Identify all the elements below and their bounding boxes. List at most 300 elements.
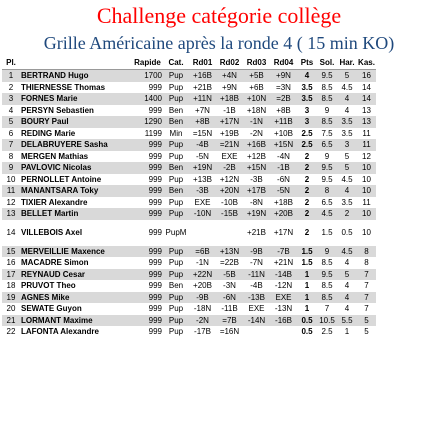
harkness-cell: 4 [344,304,350,314]
table-row [2,257,376,269]
rapide-rating: 999 [148,281,162,291]
kashdan-cell: 8 [357,246,376,258]
harkness-cell: 3.5 [341,197,353,207]
round4-result: +21N [273,258,294,268]
player-name: AGNES Mike [20,292,132,304]
harkness-cell: 5 [337,162,357,174]
kashdan-cell: 14 [357,93,376,105]
round4-result: -12N [274,281,293,291]
table-row [2,162,376,174]
col-header-rapide: Rapide [132,56,163,70]
round3-result: +6B [249,82,264,92]
player-name: MANANTSARA Toky [20,185,132,197]
player-name: BOURY Paul [20,116,132,128]
round4-result: -13N [274,304,293,314]
rapide-rating: 1700 [132,70,163,82]
rapide-rating: 999 [148,304,162,314]
round1-result: +11N [189,93,216,105]
round1-result: -2N [189,315,216,327]
points-cell: 0.5 [297,315,317,327]
category-cell: Ben [168,281,184,291]
round2-result: =7B [216,315,243,327]
col-header-name [20,56,132,70]
round1-result: +21B [193,82,212,92]
round4-result: +18B [274,197,293,207]
solkoff-cell: 8 [317,185,337,197]
round4-result: +15N [270,139,297,151]
place-cell: 1 [2,70,20,82]
player-name: BERTRAND Hugo [20,70,132,82]
table-row [2,326,376,338]
round2-result: -5B [216,269,243,281]
round1-result: +16B [189,70,216,82]
points-cell: 2 [297,185,317,197]
kashdan-cell: 16 [357,70,376,82]
kashdan-cell: 10 [362,228,371,237]
round3-result: -13B [243,292,270,304]
harkness-cell: 4.5 [337,246,357,258]
round4-result: -1B [270,162,297,174]
round2-result: -15B [216,208,243,220]
points-cell: 1 [304,281,310,291]
col-header-rd02: Rd02 [216,56,243,70]
category-cell: Pup [168,258,184,268]
solkoff-cell: 6.5 [321,197,333,207]
points-cell: 3.5 [297,93,317,105]
kashdan-cell: 11 [357,139,376,151]
solkoff-cell: 9.5 [321,174,333,184]
standings-table [2,56,376,338]
kashdan-cell: 10 [362,174,371,184]
harkness-cell: 5 [344,151,350,161]
harkness-cell: 5.5 [337,315,357,327]
round4-result: -16B [270,315,297,327]
rapide-rating: 999 [132,185,163,197]
table-row [2,105,376,117]
solkoff-cell: 10.5 [317,315,337,327]
round4-result: +9N [270,70,297,82]
player-name: PAVLOVIC Nicolas [20,162,132,174]
round3-result: +12B [247,151,266,161]
round1-result: +19N [189,162,216,174]
round2-result: +4N [216,70,243,82]
solkoff-cell: 8.5 [317,116,337,128]
harkness-cell: 1 [344,327,350,337]
round1-result: =6B [189,246,216,258]
solkoff-cell: 7.5 [321,128,333,138]
round3-result: +18N [246,105,267,115]
round2-result: -11B [221,304,238,314]
harkness-cell: 3 [337,139,357,151]
round2-result: +12N [219,174,240,184]
points-cell: 1.5 [301,258,313,268]
round3-result: +10N [243,93,270,105]
solkoff-cell: 2.5 [321,327,333,337]
kashdan-cell: 11 [362,128,371,138]
category-cell: Pup [168,174,184,184]
rapide-rating: 999 [148,258,162,268]
col-header-cat: Cat. [163,56,189,70]
round2-result: +20N [216,185,243,197]
points-cell: 1 [304,304,310,314]
round4-result: -14B [270,269,297,281]
round1-result: -10N [189,208,216,220]
place-cell: 16 [6,258,16,268]
page-title: Challenge catégorie collège [96,3,342,28]
round2-result: EXE [221,151,238,161]
points-cell: 1 [297,292,317,304]
points-cell: 1.5 [297,246,317,258]
solkoff-cell: 9 [324,105,330,115]
round4-result: =3N [276,82,291,92]
round4-result: +11B [270,116,297,128]
harkness-cell: 4 [344,105,350,115]
round2-result: +17N [216,116,243,128]
solkoff-cell: 8.5 [317,93,337,105]
place-cell: 5 [2,116,20,128]
rapide-rating: 999 [148,151,162,161]
points-cell: 2 [304,151,310,161]
round2-result: +9N [222,82,237,92]
solkoff-cell: 7 [324,304,330,314]
round3-result: +16B [243,139,270,151]
points-cell: 2 [304,197,310,207]
points-cell: 4 [297,70,317,82]
rapide-rating: 999 [148,327,162,337]
solkoff-cell: 9 [317,246,337,258]
kashdan-cell: 8 [364,258,369,268]
table-row [2,139,376,151]
round2-result: +19B [220,128,239,138]
place-cell: 13 [2,208,20,220]
player-name: MERGEN Mathias [21,151,89,161]
round3-result: -8N [250,197,263,207]
table-row [2,208,376,220]
place-cell: 18 [6,281,16,291]
round2-result: +13N [216,246,243,258]
round3-result: -1N [243,116,270,128]
player-name: LORMANT Maxime [20,315,132,327]
solkoff-cell: 1.5 [321,228,333,237]
table-row [2,116,376,128]
round2-result: =16N [219,327,240,337]
player-name: MACADRE Simon [21,258,89,268]
col-header-pts: Pts [297,56,317,70]
place-cell: 20 [6,304,16,314]
harkness-cell: 4 [344,258,350,268]
solkoff-cell: 8.5 [321,258,333,268]
place-cell: 4 [8,105,14,115]
round3-result: -3B [250,174,263,184]
rapide-rating: 999 [132,139,163,151]
points-cell: 2 [304,174,310,184]
place-cell: 19 [2,292,20,304]
place-cell: 12 [6,197,16,207]
round1-result: -3B [189,185,216,197]
table-row [2,269,376,281]
round2-result: -10B [221,197,238,207]
player-name: SEWATE Guyon [21,304,82,314]
round3-result: EXE [248,304,265,314]
rapide-rating: 999 [132,246,163,258]
solkoff-cell: 8.5 [321,82,333,92]
table-row [2,70,376,82]
round1-result: =15N [192,128,213,138]
category-cell: Pup [163,292,189,304]
harkness-cell: 3.5 [341,128,353,138]
col-header-rd03: Rd03 [243,56,270,70]
table-row [2,151,376,163]
category-cell: Pup [163,93,189,105]
round2-result: =21N [216,139,243,151]
category-cell: Pup [163,269,189,281]
kashdan-cell: 7 [364,281,369,291]
category-cell: Ben [163,116,189,128]
kashdan-cell: 11 [362,197,371,207]
player-name: PRUVOT Theo [21,281,76,291]
harkness-cell: 4 [337,93,357,105]
kashdan-cell: 7 [364,304,369,314]
round1-result: EXE [194,197,211,207]
player-name: DELABRUYERE Sasha [20,139,132,151]
round3-result: -7N [250,258,263,268]
table-row [2,197,376,209]
round3-result: -9B [243,246,270,258]
rapide-rating: 999 [132,208,163,220]
kashdan-cell: 12 [362,151,371,161]
col-header-kas: Kas. [357,56,376,70]
player-name: TIXIER Alexandre [21,197,88,207]
round1-result: +20B [193,281,212,291]
kashdan-cell: 14 [362,82,371,92]
table-row [2,174,376,186]
points-cell: 3 [297,116,317,128]
round4-result: -7B [270,246,297,258]
table-row [2,220,376,246]
solkoff-cell: 4.5 [317,208,337,220]
col-header-place: Pl. [2,56,20,70]
place-cell: 8 [8,151,14,161]
place-cell: 3 [2,93,20,105]
points-cell: 2 [304,228,310,237]
round2-result: =22B [220,258,239,268]
harkness-cell: 4.5 [341,174,353,184]
round1-result [189,220,216,246]
solkoff-cell: 9.5 [317,269,337,281]
round1-result: -9B [189,292,216,304]
table-row [2,246,376,258]
player-name: PERSYN Sebastien [21,105,94,115]
rapide-rating: 999 [132,315,163,327]
place-cell: 10 [6,174,16,184]
col-header-har: Har. [337,56,357,70]
kashdan-cell: 10 [357,162,376,174]
round2-result [216,220,243,246]
round4-result: +17N [273,228,294,237]
round3-result: +21B [247,228,266,237]
round3-result: +19N [243,208,270,220]
round3-result: -4B [250,281,263,291]
category-cell: Pup [163,246,189,258]
round1-result: -17B [194,327,211,337]
points-cell: 0.5 [301,327,313,337]
rapide-rating: 1199 [144,128,162,138]
table-row [2,303,376,315]
kashdan-cell: 13 [357,116,376,128]
round2-result: +18B [216,93,243,105]
round4-result [270,326,297,338]
harkness-cell: 4 [344,281,350,291]
rapide-rating: 999 [148,174,162,184]
player-name: THIERNESSE Thomas [21,82,106,92]
kashdan-cell: 10 [357,185,376,197]
place-cell: 2 [8,82,14,92]
col-header-rd01: Rd01 [189,56,216,70]
table-header-row [2,56,376,70]
round1-result: +13B [193,174,212,184]
category-cell: Pup [168,304,184,314]
kashdan-cell: 5 [364,327,369,337]
col-header-rd04: Rd04 [270,56,297,70]
category-cell: Ben [163,162,189,174]
player-name: PERNOLLET Antoine [21,174,102,184]
col-header-sol: Sol. [317,56,337,70]
table-row [2,280,376,292]
rapide-rating: 999 [148,82,162,92]
round4-result: +20B [270,208,297,220]
rapide-rating: 1400 [132,93,163,105]
table-row [2,315,376,327]
category-cell: Pup [163,315,189,327]
place-cell: 9 [2,162,20,174]
round1-result: +7N [195,105,210,115]
harkness-cell: 4.5 [341,82,353,92]
player-name: REDING Marie [21,128,76,138]
round1-result: -5N [196,151,209,161]
round4-result: -4N [277,151,290,161]
player-name: BELLET Martin [20,208,132,220]
solkoff-cell: 8.5 [321,281,333,291]
round4-result: +10B [274,128,293,138]
category-cell: Pup [168,197,184,207]
round3-result [243,326,270,338]
category-cell: Pup [163,70,189,82]
round1-result: -4B [189,139,216,151]
points-cell: 3.5 [301,82,313,92]
harkness-cell: 0.5 [341,228,353,237]
rapide-rating: 999 [148,105,162,115]
round2-result: -6N [216,292,243,304]
round1-result: -18N [193,304,212,314]
round1-result: -1N [196,258,209,268]
table-row [2,128,376,140]
category-cell: Pup [168,327,184,337]
round1-result: +22N [189,269,216,281]
place-cell: 11 [2,185,20,197]
solkoff-cell: 9 [324,151,330,161]
round4-result: EXE [270,292,297,304]
rapide-rating: 999 [132,162,163,174]
round3-result: +5B [243,70,270,82]
place-cell: 22 [6,327,16,337]
category-cell: Pup [168,151,184,161]
points-cell: 1 [297,269,317,281]
category-cell: Pup [163,208,189,220]
page-subtitle: Grille Américaine après la ronde 4 ( 15 min KO) [43,33,395,53]
points-cell: 2.5 [297,139,317,151]
round2-result: -1B [223,105,236,115]
category-cell: Min [169,128,183,138]
kashdan-cell: 5 [357,315,376,327]
player-name: FORNES Marie [20,93,132,105]
round2-result: -2B [216,162,243,174]
place-cell: 17 [2,269,20,281]
round3-result: -2N [250,128,263,138]
harkness-cell: 4 [337,292,357,304]
kashdan-cell: 10 [357,208,376,220]
points-cell: 2 [297,208,317,220]
player-name: VILLEBOIS Axel [21,228,83,237]
rapide-rating: 1290 [132,116,163,128]
table-row [2,82,376,94]
points-cell: 2.5 [301,128,313,138]
table-row [2,93,376,105]
round4-result: -6N [277,174,290,184]
rapide-rating: 999 [132,269,163,281]
category-cell: PupM [165,228,187,237]
player-name: REYNAUD Cesar [20,269,132,281]
round3-result: -14N [243,315,270,327]
round3-result: +17B [243,185,270,197]
round2-result: -3N [223,281,236,291]
round1-result: +8B [189,116,216,128]
rapide-rating: 999 [148,228,162,237]
kashdan-cell: 13 [362,105,371,115]
table-row [2,292,376,304]
round4-result: -5N [270,185,297,197]
place-cell: 7 [2,139,20,151]
kashdan-cell: 7 [357,269,376,281]
place-cell: 14 [6,228,16,237]
player-name: LAFONTA Alexandre [21,327,99,337]
round4-result: =2B [270,93,297,105]
kashdan-cell: 7 [357,292,376,304]
table-row [2,185,376,197]
rapide-rating: 999 [132,292,163,304]
category-cell: Ben [168,105,184,115]
player-name: MERVEILLIE Maxence [20,246,132,258]
harkness-cell: 2 [337,208,357,220]
category-cell: Pup [163,139,189,151]
harkness-cell: 3.5 [337,116,357,128]
round3-result: -11N [243,269,270,281]
rapide-rating: 999 [148,197,162,207]
solkoff-cell: 6.5 [317,139,337,151]
category-cell: Ben [163,185,189,197]
round4-result: +8B [276,105,291,115]
points-cell: 2 [297,162,317,174]
harkness-cell: 4 [337,185,357,197]
solkoff-cell: 9.5 [317,162,337,174]
harkness-cell: 5 [337,269,357,281]
solkoff-cell: 9.5 [317,70,337,82]
place-cell: 21 [2,315,20,327]
place-cell: 6 [8,128,14,138]
points-cell: 3 [304,105,310,115]
place-cell: 15 [2,246,20,258]
category-cell: Pup [168,82,184,92]
round3-result: +15N [243,162,270,174]
